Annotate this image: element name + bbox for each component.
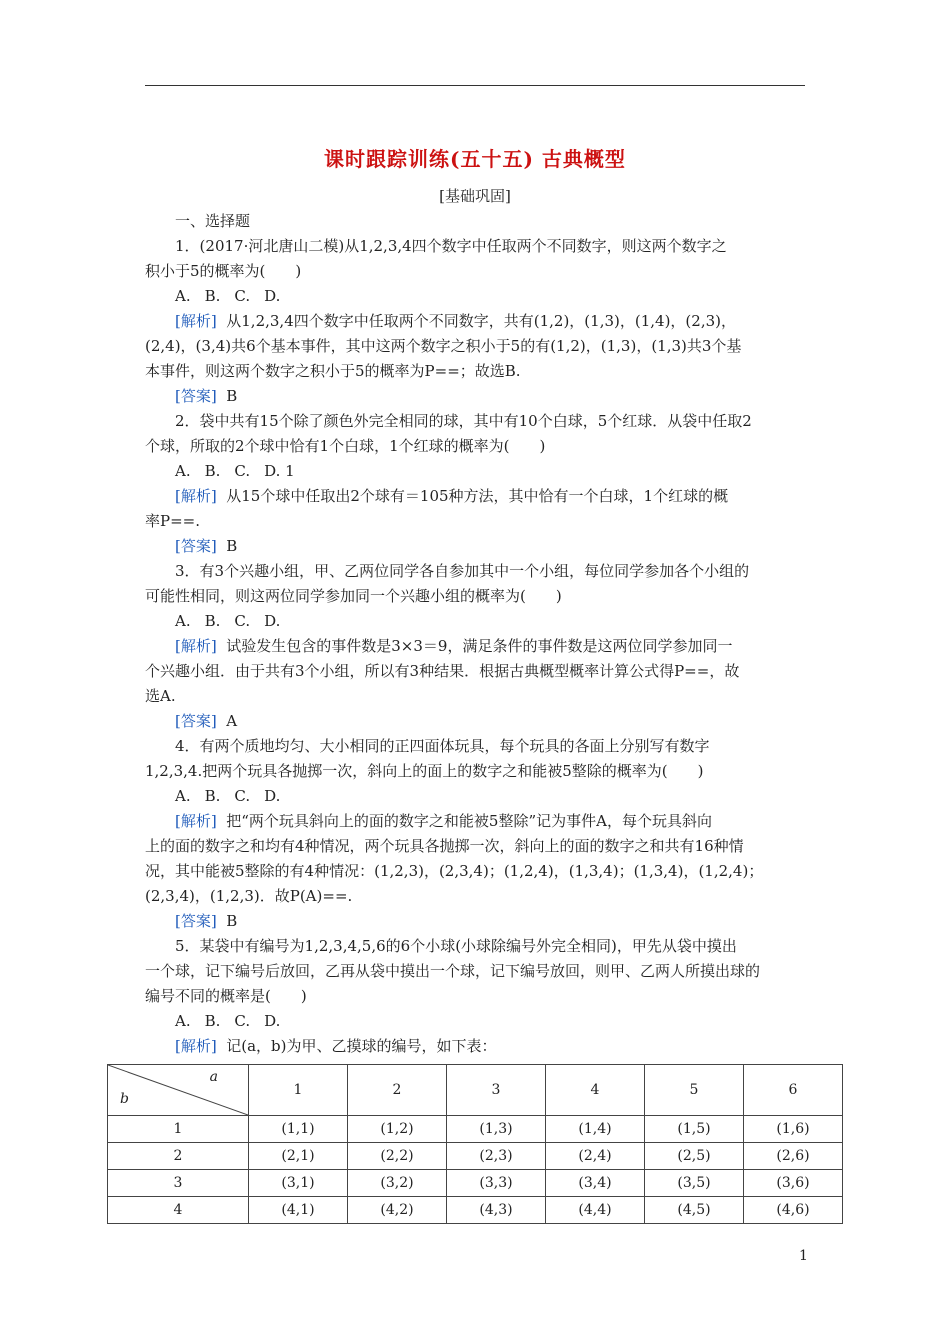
question-5-options: A. B. C. D. xyxy=(175,1012,281,1030)
document-body xyxy=(145,209,809,1059)
section-heading: 一、选择题 xyxy=(175,212,251,230)
answer-tag: [答案] xyxy=(175,712,217,730)
table-cell: (2,2) xyxy=(348,1143,447,1170)
table-cell: (1,2) xyxy=(348,1116,447,1143)
question-1-analysis: [解析] 从1,2,3,4四个数字中任取两个不同数字，共有(1,2)，(1,3)，(1,4)，(2,3)， xyxy=(175,312,736,330)
question-1-answer: [答案] B xyxy=(175,387,238,405)
table-cell: (4,3) xyxy=(447,1197,546,1224)
section-subtitle: [基础巩固] xyxy=(439,187,511,205)
table-cell: (4,1) xyxy=(249,1197,348,1224)
column-header: 6 xyxy=(744,1065,843,1116)
question-4-analysis: [解析] 把“两个玩具斜向上的面的数字之和能被5整除”记为事件A，每个玩具斜向 xyxy=(175,812,712,830)
table-cell: (2,5) xyxy=(645,1143,744,1170)
analysis-tag: [解析] xyxy=(175,312,217,330)
question-2-options: A. B. C. D. 1 xyxy=(175,462,295,480)
question-4-analysis-line: (2,3,4)，(1,2,3)．故P(A)==. xyxy=(145,887,353,905)
column-header: 3 xyxy=(447,1065,546,1116)
table-cell: (1,5) xyxy=(645,1116,744,1143)
table-header-row xyxy=(108,1065,843,1116)
question-1-analysis-line: 本事件，则这两个数字之积小于5的概率为P==；故选B. xyxy=(145,362,521,380)
page-number: 1 xyxy=(799,1248,808,1264)
question-1-line: 1．(2017·河北唐山二模)从1,2,3,4四个数字中任取两个不同数字，则这两个数字之 xyxy=(175,237,727,255)
question-3-line: 可能性相同，则这两位同学参加同一个兴趣小组的概率为( ) xyxy=(145,587,562,605)
table-cell: (1,1) xyxy=(249,1116,348,1143)
column-header: 4 xyxy=(546,1065,645,1116)
column-header: 2 xyxy=(348,1065,447,1116)
table-cell: (4,5) xyxy=(645,1197,744,1224)
question-2-answer: [答案] B xyxy=(175,537,238,555)
column-header: 5 xyxy=(645,1065,744,1116)
outcome-table xyxy=(107,1064,843,1224)
table-cell: (2,4) xyxy=(546,1143,645,1170)
question-3-answer: [答案] A xyxy=(175,712,238,730)
table-cell: (1,4) xyxy=(546,1116,645,1143)
table-cell: (3,6) xyxy=(744,1170,843,1197)
table-cell: (1,6) xyxy=(744,1116,843,1143)
row-header: 2 xyxy=(108,1143,249,1170)
table-corner-cell xyxy=(108,1065,249,1116)
question-3-options: A. B. C. D. xyxy=(175,612,281,630)
table-row xyxy=(108,1116,843,1143)
analysis-tag: [解析] xyxy=(175,812,217,830)
table-cell: (3,3) xyxy=(447,1170,546,1197)
question-5-line: 一个球，记下编号后放回，乙再从袋中摸出一个球，记下编号放回，则甲、乙两人所摸出球的 xyxy=(145,962,761,980)
analysis-tag: [解析] xyxy=(175,487,217,505)
question-2-line: 个球，所取的2个球中恰有1个白球，1个红球的概率为( ) xyxy=(145,437,546,455)
row-header: 3 xyxy=(108,1170,249,1197)
corner-label-a: a xyxy=(209,1069,218,1085)
table-cell: (3,2) xyxy=(348,1170,447,1197)
question-5-line: 编号不同的概率是( ) xyxy=(145,987,307,1005)
question-1-analysis-line: (2,4)，(3,4)共6个基本事件，其中这两个数字之积小于5的有(1,2)，(1,3)，(1,3)共3个基 xyxy=(145,337,742,355)
table-row xyxy=(108,1143,843,1170)
table-cell: (2,3) xyxy=(447,1143,546,1170)
row-header: 1 xyxy=(108,1116,249,1143)
row-header: 4 xyxy=(108,1197,249,1224)
table-cell: (2,1) xyxy=(249,1143,348,1170)
question-2-analysis: [解析] 从15个球中任取出2个球有＝105种方法，其中恰有一个白球，1个红球的概 xyxy=(175,487,729,505)
answer-tag: [答案] xyxy=(175,387,217,405)
table-cell: (1,3) xyxy=(447,1116,546,1143)
answer-tag: [答案] xyxy=(175,912,217,930)
question-4-line: 4．有两个质地均匀、大小相同的正四面体玩具，每个玩具的各面上分别写有数字 xyxy=(175,737,710,755)
question-5-line: 5．某袋中有编号为1,2,3,4,5,6的6个小球(小球除编号外完全相同)，甲先从袋中摸出 xyxy=(175,937,737,955)
table-cell: (3,4) xyxy=(546,1170,645,1197)
question-2-analysis-line: 率P==. xyxy=(145,512,200,530)
analysis-tag: [解析] xyxy=(175,637,217,655)
analysis-tag: [解析] xyxy=(175,1037,217,1055)
table-cell: (3,5) xyxy=(645,1170,744,1197)
question-2-line: 2．袋中共有15个除了颜色外完全相同的球，其中有10个白球，5个红球．从袋中任取2 xyxy=(175,412,752,430)
question-1-line: 积小于5的概率为( ) xyxy=(145,262,302,280)
question-4-options: A. B. C. D. xyxy=(175,787,281,805)
question-4-analysis-line: 况，其中能被5整除的有4种情况：(1,2,3)，(2,3,4)；(1,2,4)，(1,3,4)；(1,3,4)，(1,2,4)； xyxy=(145,862,764,880)
table-row xyxy=(108,1197,843,1224)
question-3-analysis-line: 个兴趣小组．由于共有3个小组，所以有3种结果．根据古典概型概率计算公式得P==，故 xyxy=(145,662,740,680)
question-5-analysis: [解析] 记(a，b)为甲、乙摸球的编号，如下表： xyxy=(175,1037,497,1055)
table-cell: (4,4) xyxy=(546,1197,645,1224)
question-3-analysis: [解析] 试验发生包含的事件数是3×3＝9，满足条件的事件数是这两位同学参加同一 xyxy=(175,637,733,655)
table-cell: (4,2) xyxy=(348,1197,447,1224)
diagonal-line xyxy=(108,1065,248,1115)
page-title: 课时跟踪训练(五十五) 古典概型 xyxy=(324,147,626,171)
table-row xyxy=(108,1170,843,1197)
answer-tag: [答案] xyxy=(175,537,217,555)
header-rule xyxy=(145,85,805,86)
question-3-analysis-line: 选A. xyxy=(145,687,176,705)
table-cell: (3,1) xyxy=(249,1170,348,1197)
column-header: 1 xyxy=(249,1065,348,1116)
table-cell: (2,6) xyxy=(744,1143,843,1170)
question-4-answer: [答案] B xyxy=(175,912,238,930)
table-cell: (4,6) xyxy=(744,1197,843,1224)
question-4-analysis-line: 上的面的数字之和均有4种情况，两个玩具各抛掷一次，斜向上的面的数字之和共有16种情 xyxy=(145,837,744,855)
corner-label-b: b xyxy=(120,1091,129,1107)
question-1-options: A. B. C. D. xyxy=(175,287,281,305)
question-4-line: 1,2,3,4.把两个玩具各抛掷一次，斜向上的面上的数字之和能被5整除的概率为( ) xyxy=(145,762,704,780)
question-3-line: 3．有3个兴趣小组，甲、乙两位同学各自参加其中一个小组，每位同学参加各个小组的 xyxy=(175,562,750,580)
